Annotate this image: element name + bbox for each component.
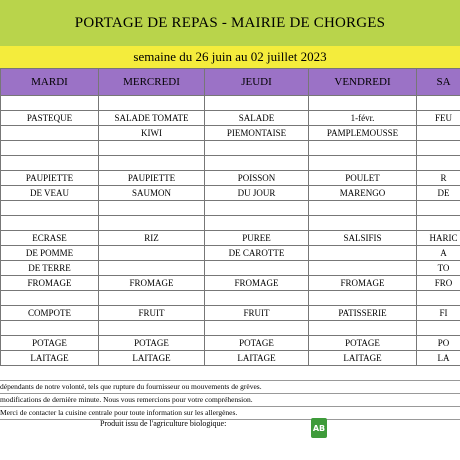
menu-cell: POTAGE <box>309 336 417 351</box>
day-header: SA <box>417 69 460 96</box>
menu-cell: MARENGO <box>309 186 417 201</box>
menu-cell <box>205 201 309 216</box>
table-row <box>1 246 460 261</box>
note-line-1: dépendants de notre volonté, tels que rupture du fournisseur ou mouvements de grèves. <box>0 382 262 391</box>
note-line-4: Produit issu de l'agriculture biologique: <box>100 419 227 428</box>
table-row <box>1 111 460 126</box>
menu-cell: LAITAGE <box>309 351 417 366</box>
menu-cell <box>417 141 460 156</box>
note-line-2: modifications de dernière minute. Nous vous remercions pour votre compréhension. <box>0 395 253 404</box>
table-row <box>1 216 460 231</box>
menu-cell: POTAGE <box>205 336 309 351</box>
menu-cell <box>205 321 309 336</box>
menu-cell <box>417 216 460 231</box>
menu-cell <box>309 261 417 276</box>
menu-cell <box>417 156 460 171</box>
menu-cell: R <box>417 171 460 186</box>
menu-cell <box>417 201 460 216</box>
week-banner <box>0 46 460 69</box>
table-row <box>1 306 460 321</box>
menu-cell: KIWI <box>99 126 205 141</box>
menu-cell: POTAGE <box>99 336 205 351</box>
menu-cell: SAUMON <box>99 186 205 201</box>
menu-cell: PAUPIETTE <box>1 171 99 186</box>
note-line-3: Merci de contacter la cuisine centrale pour toute information sur les allergènes. <box>0 408 238 417</box>
menu-cell: FRO <box>417 276 460 291</box>
menu-cell <box>1 291 99 306</box>
menu-cell: FI <box>417 306 460 321</box>
day-header: JEUDI <box>205 69 309 96</box>
day-header: MARDI <box>1 69 99 96</box>
menu-cell: FROMAGE <box>309 276 417 291</box>
menu-cell <box>309 291 417 306</box>
week-label: semaine du 26 juin au 02 juillet 2023 <box>133 49 327 64</box>
menu-cell <box>99 261 205 276</box>
menu-cell: POULET <box>309 171 417 186</box>
menu-cell: ECRASE <box>1 231 99 246</box>
menu-cell <box>417 291 460 306</box>
table-row <box>1 276 460 291</box>
table-row <box>1 291 460 306</box>
menu-cell: DE POMME <box>1 246 99 261</box>
menu-cell: DE CAROTTE <box>205 246 309 261</box>
menu-cell <box>99 216 205 231</box>
menu-cell <box>99 291 205 306</box>
day-header: VENDREDI <box>309 69 417 96</box>
menu-cell: PIEMONTAISE <box>205 126 309 141</box>
menu-cell <box>309 246 417 261</box>
menu-cell <box>99 246 205 261</box>
menu-cell: LAITAGE <box>1 351 99 366</box>
menu-cell: SALADE <box>205 111 309 126</box>
menu-cell: FRUIT <box>99 306 205 321</box>
menu-cell <box>417 321 460 336</box>
menu-cell <box>99 141 205 156</box>
menu-cell <box>1 201 99 216</box>
menu-cell: PUREE <box>205 231 309 246</box>
menu-cell <box>309 321 417 336</box>
menu-cell: PAMPLEMOUSSE <box>309 126 417 141</box>
menu-cell <box>205 261 309 276</box>
menu-cell: FROMAGE <box>99 276 205 291</box>
menu-cell <box>1 156 99 171</box>
table-row <box>1 186 460 201</box>
menu-cell: DE TERRE <box>1 261 99 276</box>
title-bar <box>0 0 460 47</box>
menu-cell: FRUIT <box>205 306 309 321</box>
menu-cell <box>99 156 205 171</box>
table-row <box>1 201 460 216</box>
menu-table <box>0 68 460 366</box>
menu-cell: DE VEAU <box>1 186 99 201</box>
menu-cell <box>1 321 99 336</box>
menu-cell: HARIC <box>417 231 460 246</box>
table-row <box>1 156 460 171</box>
menu-cell <box>205 96 309 111</box>
menu-cell: 1-févr. <box>309 111 417 126</box>
menu-cell: FROMAGE <box>1 276 99 291</box>
menu-cell: LA <box>417 351 460 366</box>
menu-cell <box>417 126 460 141</box>
menu-cell <box>417 96 460 111</box>
menu-cell: PAUPIETTE <box>99 171 205 186</box>
menu-cell <box>1 96 99 111</box>
menu-cell: TO <box>417 261 460 276</box>
menu-cell: PASTEQUE <box>1 111 99 126</box>
menu-cell: DE <box>417 186 460 201</box>
menu-cell: POTAGE <box>1 336 99 351</box>
menu-cell <box>1 126 99 141</box>
table-row <box>1 321 460 336</box>
menu-cell <box>99 201 205 216</box>
menu-cell <box>99 96 205 111</box>
menu-cell <box>205 291 309 306</box>
table-row <box>1 96 460 111</box>
menu-cell <box>309 201 417 216</box>
table-row <box>1 171 460 186</box>
page-title: PORTAGE DE REPAS - MAIRIE DE CHORGES <box>74 14 386 31</box>
menu-cell: RIZ <box>99 231 205 246</box>
menu-cell: SALSIFIS <box>309 231 417 246</box>
ab-organic-logo-icon: AB <box>311 418 327 438</box>
menu-cell: A <box>417 246 460 261</box>
menu-cell: DU JOUR <box>205 186 309 201</box>
menu-cell: POISSON <box>205 171 309 186</box>
menu-cell <box>205 216 309 231</box>
menu-cell <box>1 141 99 156</box>
menu-cell: FROMAGE <box>205 276 309 291</box>
menu-cell: PO <box>417 336 460 351</box>
menu-cell <box>309 216 417 231</box>
day-header-row <box>1 69 460 96</box>
menu-cell <box>309 96 417 111</box>
menu-cell: LAITAGE <box>205 351 309 366</box>
menu-cell <box>309 141 417 156</box>
table-row <box>1 231 460 246</box>
table-row <box>1 336 460 351</box>
menu-cell: FEU <box>417 111 460 126</box>
menu-cell: LAITAGE <box>99 351 205 366</box>
menu-cell: PATISSERIE <box>309 306 417 321</box>
table-row <box>1 126 460 141</box>
menu-cell <box>99 321 205 336</box>
menu-cell: COMPOTE <box>1 306 99 321</box>
menu-cell: SALADE TOMATE <box>99 111 205 126</box>
menu-cell <box>1 216 99 231</box>
table-row <box>1 351 460 366</box>
menu-cell <box>309 156 417 171</box>
table-row <box>1 141 460 156</box>
menu-cell <box>205 156 309 171</box>
day-header: MERCREDI <box>99 69 205 96</box>
table-row <box>1 261 460 276</box>
menu-cell <box>205 141 309 156</box>
